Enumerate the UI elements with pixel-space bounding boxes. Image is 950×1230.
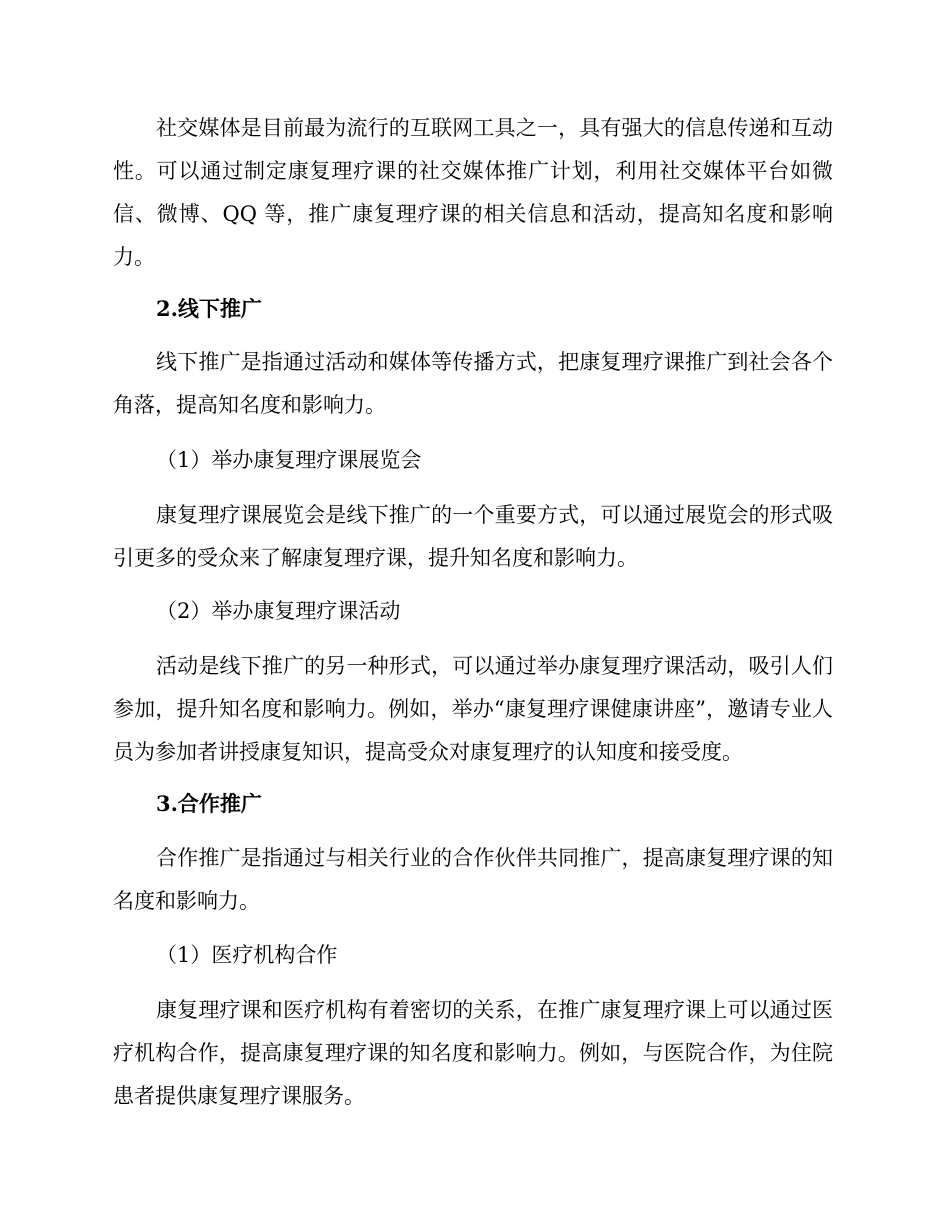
paragraph-medical-cooperation: 康复理疗课和医疗机构有着密切的关系，在推广康复理疗课上可以通过医疗机构合作，提高康复理疗课的知名度和影响力。例如，与医院合作，为住院患者提供康复理疗课服务。 — [113, 998, 833, 1108]
heading-offline-promotion: 2.线下推广 — [156, 296, 262, 321]
paragraph-offline-promotion: 线下推广是指通过活动和媒体等传播方式，把康复理疗课推广到社会各个角落，提高知名度和影响力。 — [113, 350, 833, 417]
subheading-activities: （2）举办康复理疗课活动 — [156, 599, 401, 623]
paragraph-exhibition: 康复理疗课展览会是线下推广的一个重要方式，可以通过展览会的形式吸引更多的受众来了解康复理疗课，提升知名度和影响力。 — [113, 503, 833, 570]
subheading-medical-cooperation: （1）医疗机构合作 — [156, 943, 338, 967]
heading-cooperation-promotion: 3.合作推广 — [156, 791, 262, 816]
subheading-exhibition: （1）举办康复理疗课展览会 — [156, 448, 422, 472]
paragraph-social-media: 社交媒体是目前最为流行的互联网工具之一，具有强大的信息传递和互动性。可以通过制定康复理疗课的社交媒体推广计划，利用社交媒体平台如微信、微博、QQ 等，推广康复理疗课的相关信息和活动，提高知名度和影响力。 — [113, 116, 833, 269]
paragraph-cooperation-promotion: 合作推广是指通过与相关行业的合作伙伴共同推广，提高康复理疗课的知名度和影响力。 — [113, 846, 833, 913]
paragraph-activities: 活动是线下推广的另一种形式，可以通过举办康复理疗课活动，吸引人们参加，提升知名度和影响力。例如，举办“康复理疗课健康讲座”，邀请专业人员为参加者讲授康复知识，提高受众对康复理疗的认知度和接受度。 — [113, 654, 833, 764]
